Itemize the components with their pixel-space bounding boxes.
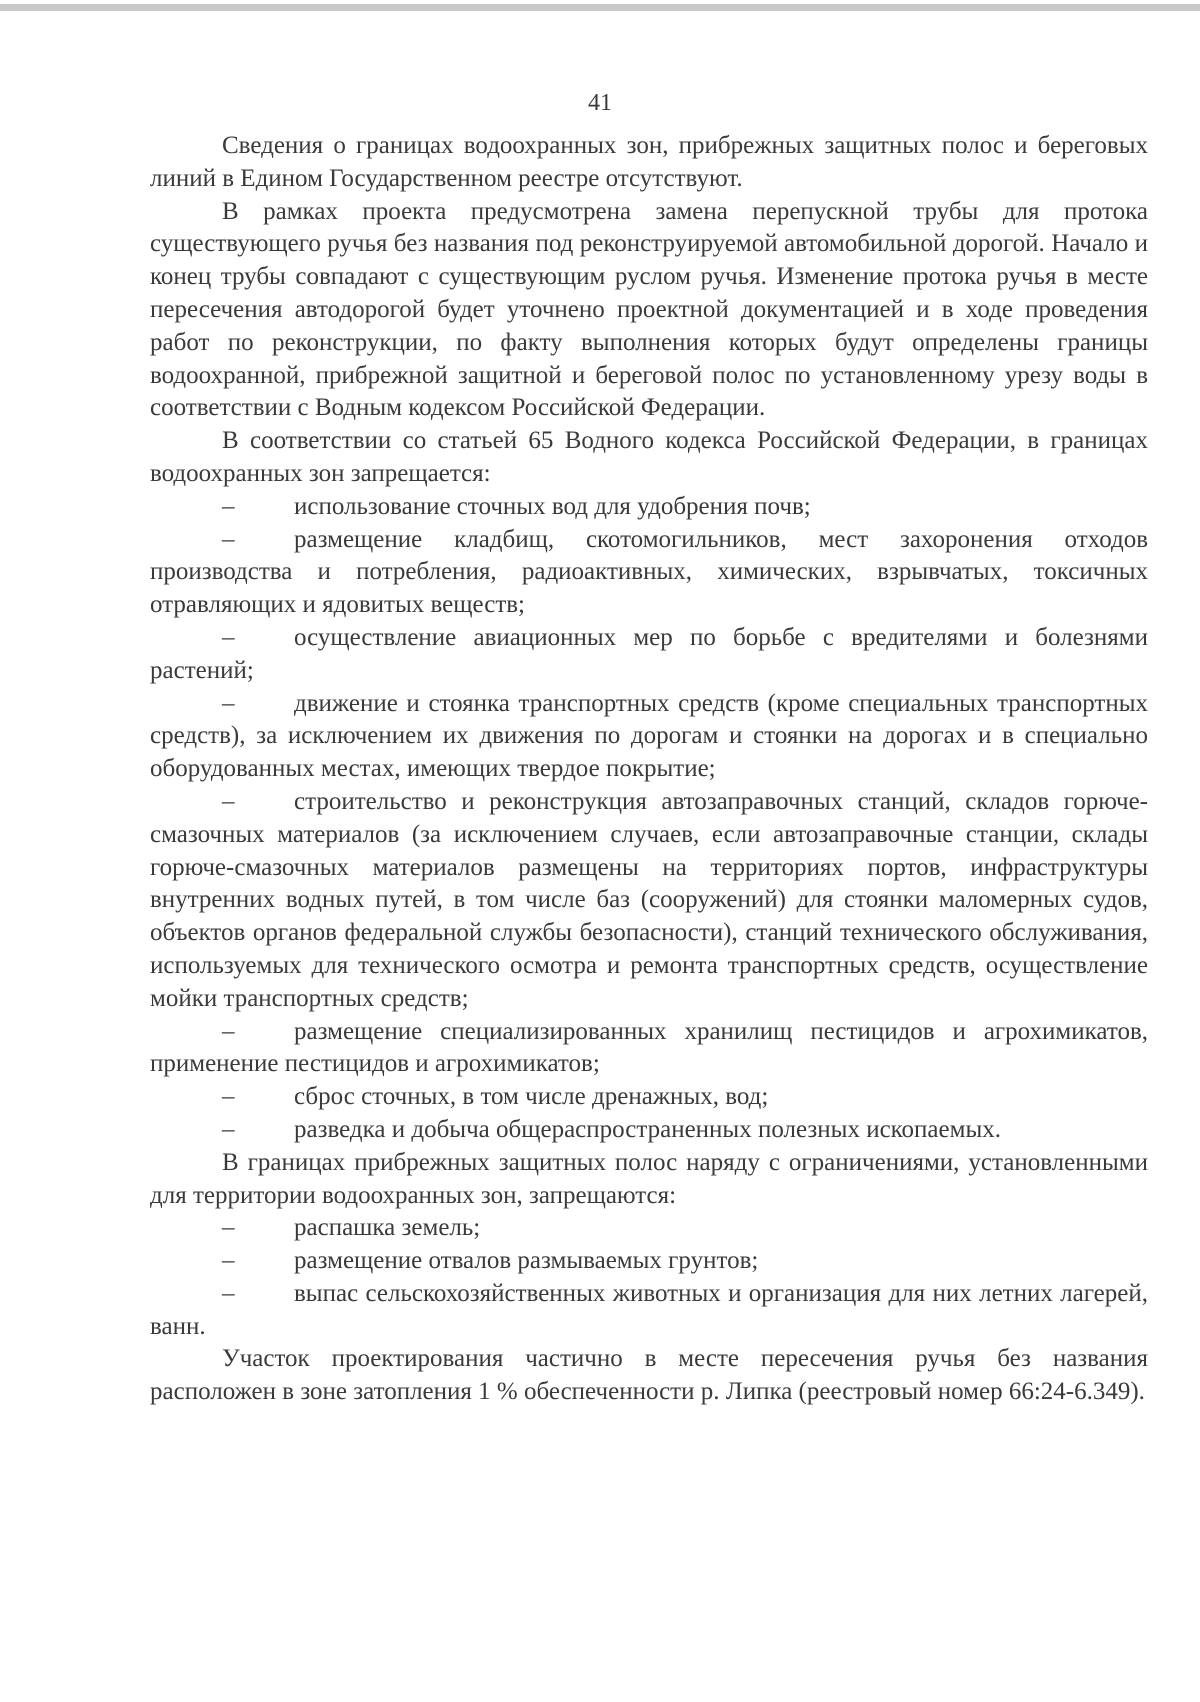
list-dash: – <box>222 1247 235 1275</box>
list-item-text: размещение отвалов размываемых грунтов; <box>294 1247 759 1275</box>
paragraph: Участок проектирования частично в месте пересечения ручья без названия расположен в зоне затопления 1 % обеспеченности р. Липка (реестровый номер 66:24-6.349). <box>150 1345 1148 1406</box>
list-item <box>150 622 1148 688</box>
page-number: 41 <box>588 90 612 116</box>
list-item-text: распашка земель; <box>294 1214 481 1242</box>
list-item <box>150 786 1148 1016</box>
list-item <box>150 1016 1148 1082</box>
document-body <box>150 130 1148 1409</box>
list-dash: – <box>222 787 235 815</box>
list-dash: – <box>222 1083 235 1111</box>
list-item-text: использование сточных вод для удобрения почв; <box>294 492 811 520</box>
list-item <box>150 491 1148 524</box>
scan-top-edge <box>0 4 1200 11</box>
list-dash: – <box>222 1214 235 1242</box>
paragraph: В соответствии со статьей 65 Водного кодекса Российской Федерации, в границах водоохранных зон запрещается: <box>150 427 1148 487</box>
list-item-text: разведка и добыча общераспространенных полезных ископаемых. <box>294 1115 1001 1143</box>
paragraph: В рамках проекта предусмотрена замена перепускной трубы для протока существующего ручья без названия под реконструируемой автомобильной дорогой. Начало и конец трубы совпадают с существующим руслом ручья. Изменение протока ручья в месте пересечения автодорогой будет уточнено проектной документацией и в ходе проведения работ по реконструкции, по факту выполнения которых будут определены границы водоохранной, прибрежной защитной и береговой полос по установленному урезу воды в соответствии с Водным кодексом Российской Федерации. <box>150 197 1148 422</box>
list-item <box>150 1114 1148 1147</box>
list-item-text: размещение специализированных хранилищ пестицидов и агрохимикатов, применение пестицидов и агрохимикатов; <box>150 1017 1148 1078</box>
list-item-text: сброс сточных, в том числе дренажных, вод; <box>294 1083 769 1111</box>
paragraph: Сведения о границах водоохранных зон, прибрежных защитных полос и береговых линий в Едином Государственном реестре отсутствуют. <box>150 132 1148 192</box>
list-dash: – <box>222 1279 235 1307</box>
list-item-text: движение и стоянка транспортных средств (кроме специальных транспортных средств), за исключением их движения по дорогам и стоянки на дорогах и в специально оборудованных местах, имеющих твердое покрытие; <box>150 689 1148 783</box>
list-dash: – <box>222 525 235 553</box>
list-dash: – <box>222 1017 235 1045</box>
list-item <box>150 688 1148 786</box>
list-dash: – <box>222 1115 235 1143</box>
list-item-text: размещение кладбищ, скотомогильников, мест захоронения отходов производства и потребления, радиоактивных, химических, взрывчатых, токсичных отравляющих и ядовитых веществ; <box>150 525 1148 619</box>
list-item <box>150 1278 1148 1344</box>
list-item <box>150 1245 1148 1278</box>
paragraph: В границах прибрежных защитных полос наряду с ограничениями, установленными для территории водоохранных зон, запрещаются: <box>150 1148 1148 1209</box>
list-dash: – <box>222 689 235 717</box>
list-item-text: выпас сельскохозяйственных животных и организация для них летних лагерей, ванн. <box>150 1279 1148 1340</box>
list-item-text: строительство и реконструкция автозаправочных станций, складов горюче-смазочных материалов (за исключением случаев, если автозаправочные станции, склады горюче-смазочных материалов размещены на территориях портов, инфраструктуры внутренних водных путей, в том числе баз (сооружений) для стоянки маломерных судов, объектов органов федеральной службы безопасности), станций технического обслуживания, используемых для технического осмотра и ремонта транспортных средств, осуществление мойки транспортных средств; <box>150 787 1148 1012</box>
list-item <box>150 524 1148 622</box>
list-dash: – <box>222 492 235 520</box>
list-item-text: осуществление авиационных мер по борьбе с вредителями и болезнями растений; <box>150 623 1148 684</box>
list-dash: – <box>222 623 235 651</box>
list-item <box>150 1081 1148 1114</box>
list-item <box>150 1212 1148 1245</box>
